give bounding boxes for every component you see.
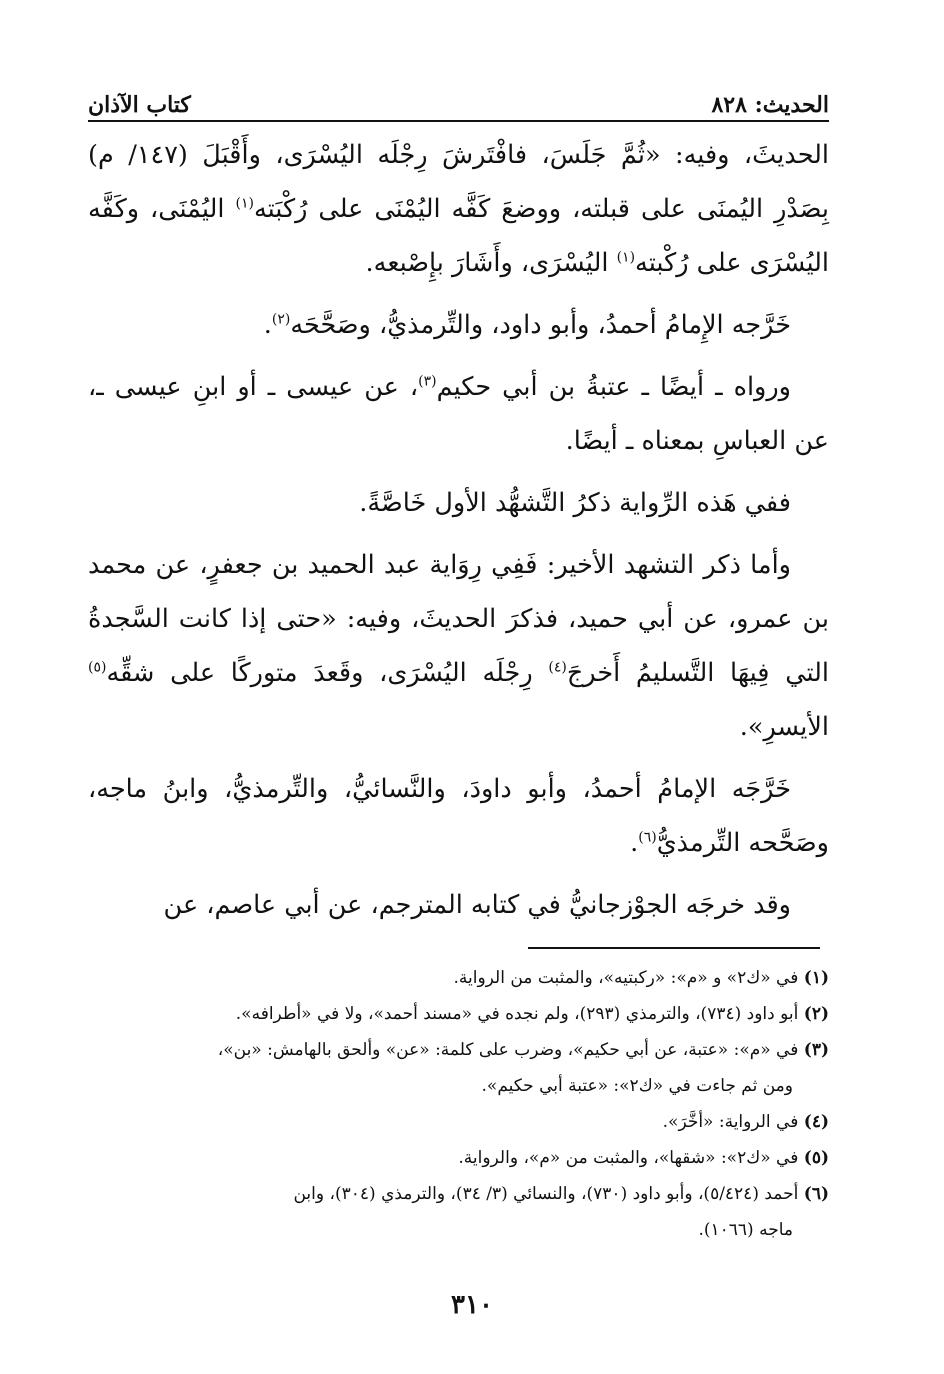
paragraph-text: ورواه ـ أيضًا ـ عتبةُ بن أبي حكيم	[436, 372, 791, 402]
paragraph-text: اليُسْرَى، وأَشَارَ بإِصْبعه.	[365, 248, 617, 278]
footnote-text: أحمد (٥/٤٢٤)، وأبو داود (٧٣٠)، والنسائي (٣/ ٣٤)، والترمذي (٣٠٤)، وابن	[293, 1184, 804, 1204]
footnote-number: (١)	[803, 968, 829, 988]
footnote	[88, 1176, 829, 1248]
footnote-separator	[528, 947, 820, 949]
paragraph-text: خَرَّجه الإِمامُ أحمدُ، وأبو داود، والتِّرمذيُّ، وصَحَّحَه	[290, 310, 791, 340]
paragraph	[88, 360, 829, 468]
paragraph-text: الأيسرِ».	[739, 712, 829, 742]
paragraph-text: اليُمْنَى، وكَفَّه اليُسْرَى على رُكْبته	[88, 194, 829, 278]
footnote-number: (٤)	[803, 1112, 829, 1132]
paragraph-text: ففي هَذه الرِّواية ذكرُ التَّشهُّد الأول خَاصَّةً.	[359, 488, 791, 518]
footnote-number: (٦)	[803, 1184, 829, 1204]
paragraph-text: .	[263, 310, 272, 340]
footnotes	[88, 960, 829, 1248]
footnote	[88, 1140, 829, 1176]
footnote-text: في «ك٢» و «م»: «ركبتيه»، والمثبت من الرواية.	[453, 968, 804, 988]
main-text	[88, 128, 829, 940]
footnote	[88, 996, 829, 1032]
footnote-marker[interactable]: (٢)	[271, 311, 291, 328]
paragraph	[88, 298, 829, 352]
paragraph-text: .	[630, 828, 639, 858]
page-number: ٣١٠	[451, 1290, 493, 1320]
header-rule	[88, 120, 829, 122]
paragraph-text: رِجْلَه اليُسْرَى، وقَعدَ متوركًا على شقِّه	[106, 658, 549, 688]
paragraph	[88, 538, 829, 754]
footnote	[88, 1104, 829, 1140]
footnote	[88, 1032, 829, 1104]
header-hadith-number: الحديث: ٨٢٨	[711, 92, 829, 118]
footnote-marker[interactable]: (٥)	[88, 659, 107, 676]
footnote-continuation: ومن ثم جاءت في «ك٢»: «عتبة أبي حكيم».	[481, 1076, 793, 1096]
footnote-marker[interactable]: (٤)	[548, 659, 567, 676]
footnote-text: في «م»: «عتبة، عن أبي حكيم»، وضرب على كلمة: «عن» وألحق بالهامش: «بن»،	[217, 1040, 804, 1060]
footnote-marker[interactable]: (٦)	[638, 829, 657, 846]
footnote-number: (٥)	[803, 1148, 829, 1168]
paragraph	[88, 762, 829, 870]
footnote-continuation: ماجه (١٠٦٦).	[698, 1220, 793, 1240]
running-header	[88, 78, 829, 118]
header-book-title: كتاب الآذان	[88, 92, 191, 118]
paragraph-text: ، عن عيسى ـ أو ابنِ عيسى ـ، عن العباسِ بمعناه ـ أيضًا.	[88, 372, 829, 456]
footnote-text: في الرواية: «أخَّرَ».	[662, 1112, 804, 1132]
paragraph-text: خَرَّجَه الإمامُ أحمدُ، وأبو داودَ، والنَّسائيُّ، والتِّرمذيُّ، وابنُ ماجه، وصَحَّحه التِّرمذيُّ	[88, 774, 829, 858]
footnote-marker[interactable]: (٣)	[418, 373, 437, 390]
footnote	[88, 960, 829, 996]
footnote-marker[interactable]: (١)	[235, 195, 254, 212]
paragraph	[88, 878, 829, 932]
paragraph-text: وقد خرجَه الجوْزجانيُّ في كتابه المترجم، عن أبي عاصم، عن	[163, 890, 791, 920]
footnote-number: (٣)	[803, 1040, 829, 1060]
footnote-text: في «ك٢»: «شقها»، والمثبت من «م»، والرواية.	[458, 1148, 804, 1168]
paragraph-text: الحديثَ، وفيه: «ثُمَّ جَلَسَ، فافْتَرشَ رِجْلَه اليُسْرَى، وأَقْبَلَ (١٤٧/ م) بِصَدْرِ اليُمنَى على قبلته، ووضعَ كَفَّه اليُمْنَى على رُكْبَته	[88, 140, 830, 224]
footnote-number: (٢)	[803, 1004, 829, 1024]
paragraph	[88, 128, 829, 290]
paragraph	[88, 476, 829, 530]
footnote-text: أبو داود (٧٣٤)، والترمذي (٢٩٣)، ولم نجده في «مسند أحمد»، ولا في «أطرافه».	[235, 1004, 804, 1024]
footnote-marker[interactable]: (١)	[616, 249, 636, 266]
paragraph-text: وأما ذكر التشهد الأخير: فَفِي رِوَاية عبد الحميد بن جعفرٍ، عن محمد بن عمرو، عن أبي حميد، فذكرَ الحديثَ، وفيه: «حتى إذا كانت السَّجدةُ التي فِيهَا التَّسليمُ أَخرجَ	[88, 550, 829, 688]
